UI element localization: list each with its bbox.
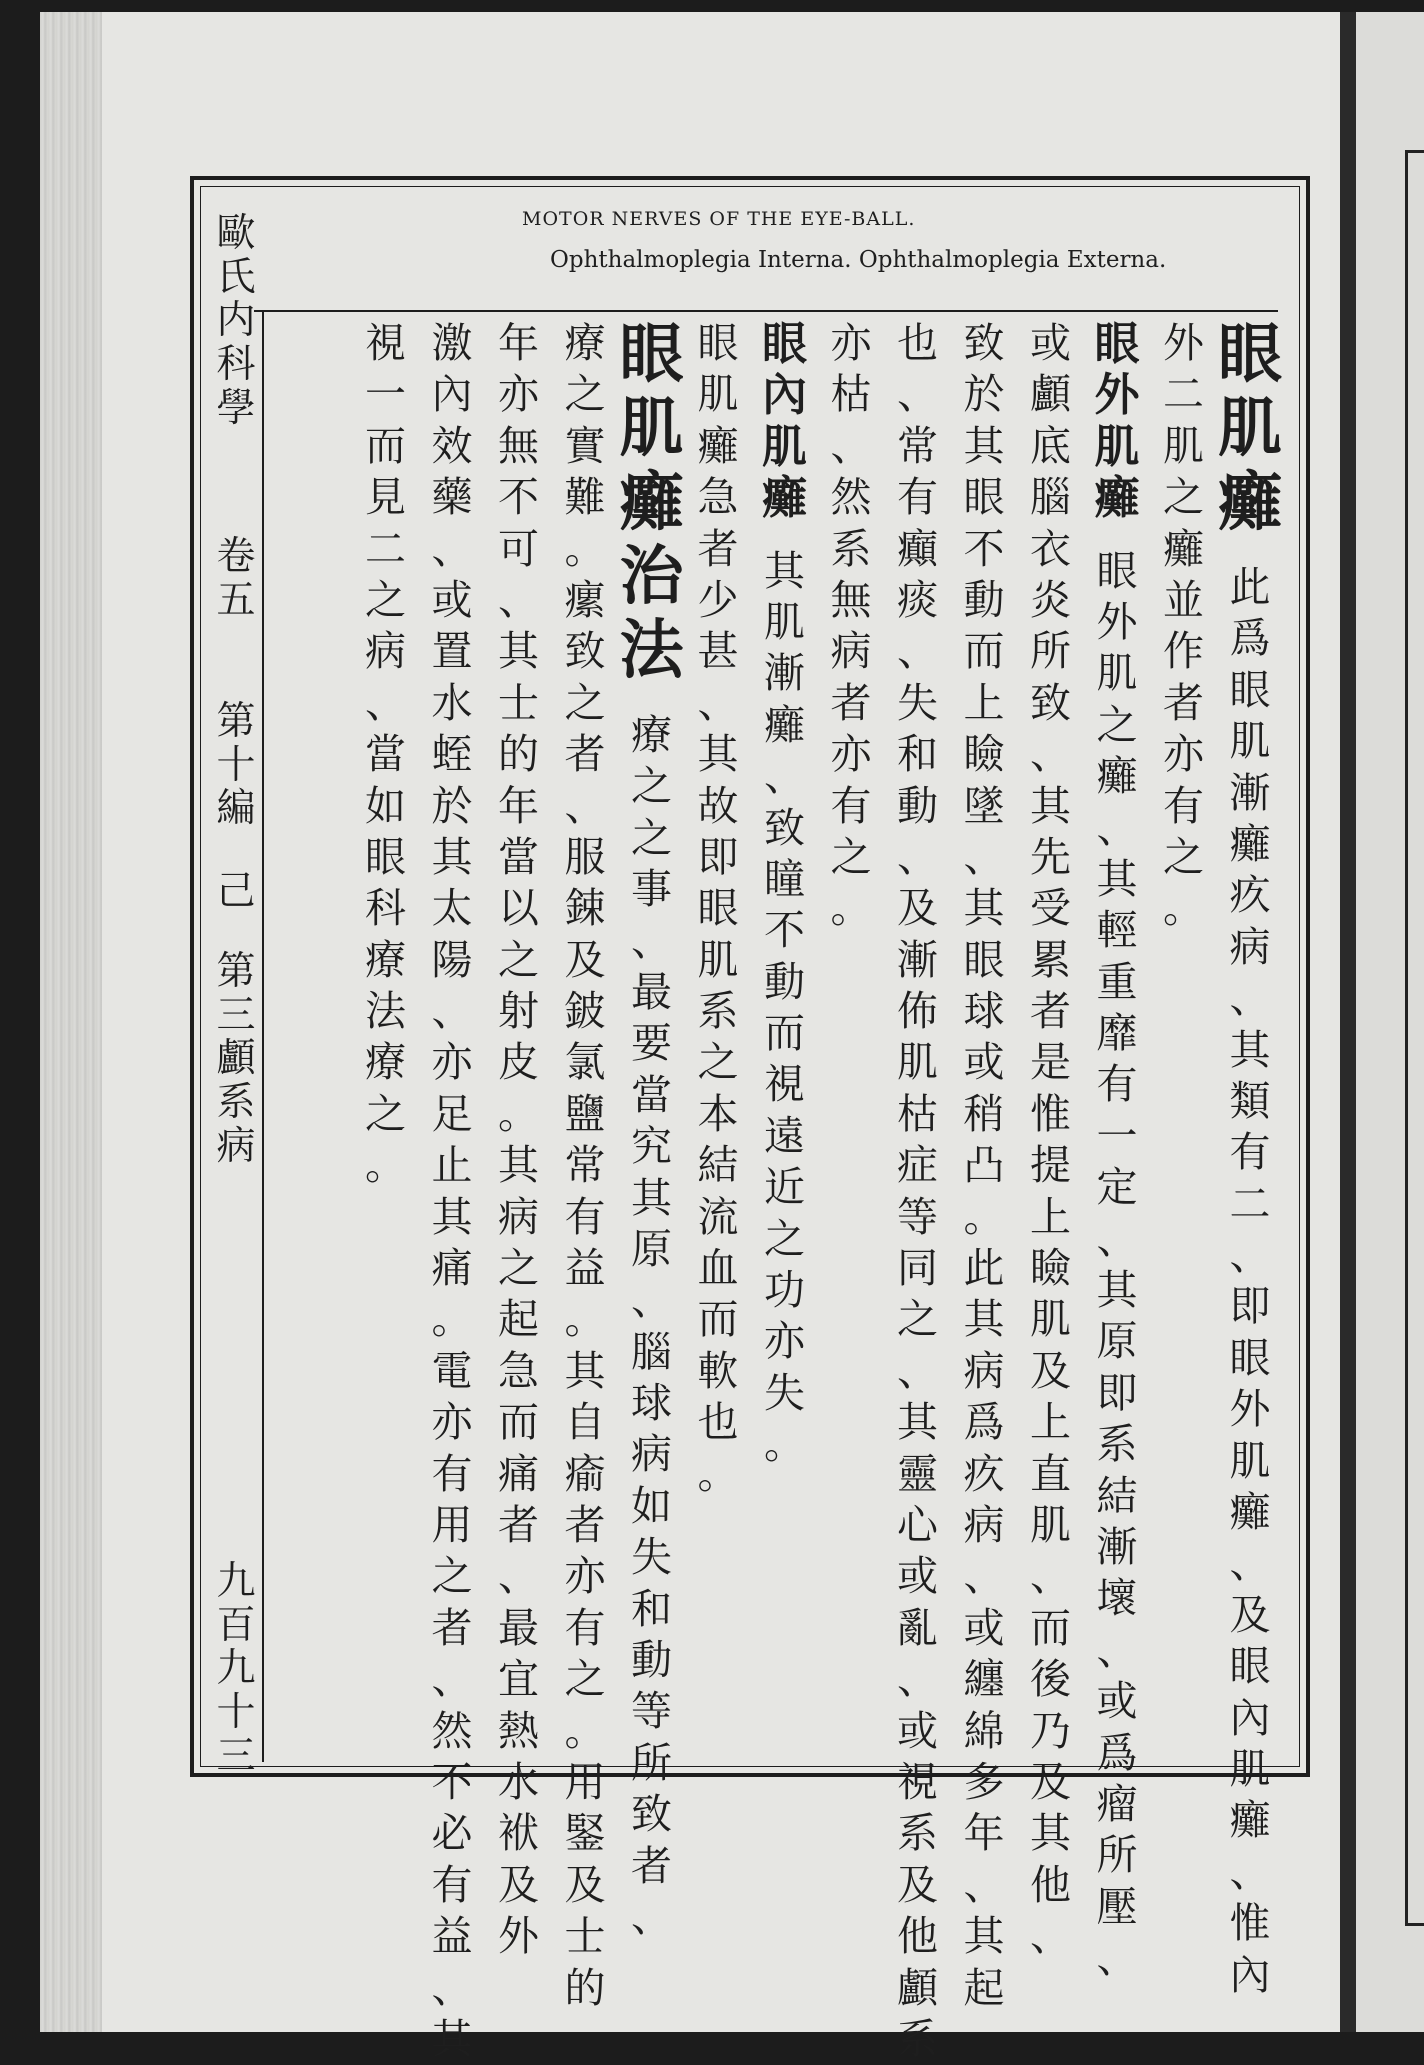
text-column bbox=[422, 318, 482, 2065]
column-text: 激 內 效 藥 、 或 置 水 蛭 於 其 太 陽 、 亦 足 止 其 痛 。 電 亦 有 用 之 者 、 然 不 必 有 益 、 其 bbox=[431, 319, 473, 2063]
column-text: 療 之 實 難 。 瘰 致 之 者 、 服 鋉 及 鈹 氯 鹽 常 有 益 。 其 自 瘉 者 亦 有 之 。 用 鋻 及 士 的 bbox=[564, 319, 606, 2012]
column-text: 亦 枯 、 然 系 無 病 者 亦 有 之 。 bbox=[830, 319, 872, 933]
section-heading: 眼 肌 癱 治 法 bbox=[619, 317, 684, 688]
page-number: 九 百 九 十 三 bbox=[216, 1559, 256, 1779]
section-heading: 眼 肌 癱 bbox=[1218, 317, 1282, 540]
header-rule bbox=[254, 310, 1278, 312]
column-text: 也 、 常 有 癲 痰 、 失 和 動 、 及 漸 佈 肌 枯 症 等 同 之 、 其 靈 心 或 亂 、 或 視 系 及 他 顱 系 bbox=[897, 319, 938, 2063]
text-column bbox=[356, 318, 416, 1192]
column-text: 眼 外 肌 之 癱 、 其 輕 重 靡 有 一 定 、 其 原 即 系 結 漸 壞 、 或 爲 瘤 所 壓 、 bbox=[1096, 546, 1138, 1983]
text-column bbox=[1220, 318, 1280, 2001]
text-column bbox=[1021, 318, 1081, 1963]
column-text: 致 於 其 眼 不 動 而 上 瞼 墜 、 其 眼 球 或 稍 凸 。 此 其 病 爲 疚 病 、 或 纏 綿 多 年 、 其 起 bbox=[963, 319, 1005, 2012]
text-column bbox=[1154, 318, 1214, 935]
text-column bbox=[954, 318, 1014, 2014]
column-text: 眼 肌 癱 急 者 少 甚 、 其 故 即 眼 肌 系 之 本 結 流 血 而 軟 也 。 bbox=[697, 319, 739, 1498]
margin-section: 第 十 編 bbox=[216, 699, 256, 832]
column-text: 年 亦 無 不 可 、 其 士 的 年 當 以 之 射 皮 。 其 病 之 起 急 而 痛 者 、 最 宜 熱 水 袱 及 外 bbox=[498, 319, 539, 1961]
margin-chapter: 第 三 顱 系 病 bbox=[216, 949, 256, 1169]
margin-volume: 卷 五 bbox=[216, 534, 256, 623]
text-column bbox=[619, 317, 684, 1943]
subsection-heading: 眼 外 肌 癱 bbox=[1094, 317, 1140, 525]
column-text: 視 一 而 見 二 之 病 、 當 如 眼 科 療 法 療 之 。 bbox=[365, 319, 406, 1190]
text-column bbox=[688, 318, 748, 1500]
margin-book-title: 歐 氏 内 科 學 bbox=[216, 211, 256, 431]
text-column bbox=[1087, 318, 1147, 1985]
running-title: MOTOR NERVES OF THE EYE-BALL. bbox=[522, 208, 916, 230]
text-column bbox=[555, 318, 615, 2014]
book-spine bbox=[1340, 12, 1356, 2032]
column-text: 此 爲 眼 肌 漸 癱 疚 病 、 其 類 有 二 、 即 眼 外 肌 癱 、 及 眼 內 肌 癱 、 惟 內 bbox=[1229, 563, 1271, 1999]
page-stack-edge bbox=[40, 12, 102, 2032]
margin-label: 己 bbox=[216, 869, 256, 914]
facing-page-frame bbox=[1405, 150, 1424, 1926]
running-subtitle: Ophthalmoplegia Interna. Ophthalmoplegia Externa. bbox=[550, 247, 1167, 273]
column-text: 或 顱 底 腦 衣 炎 所 致 、 其 先 受 累 者 是 惟 提 上 瞼 肌 及 上 直 肌 、 而 後 乃 及 其 他 、 bbox=[1030, 319, 1071, 1961]
text-column bbox=[821, 318, 881, 935]
text-column bbox=[888, 318, 948, 2065]
text-column bbox=[755, 318, 815, 1471]
column-text: 療 之 之 事 、 最 要 當 究 其 原 、 腦 球 病 如 失 和 動 等 所 致 者 、 bbox=[631, 711, 672, 1941]
column-text: 外 二 肌 之 癱 並 作 者 亦 有 之 。 bbox=[1163, 319, 1204, 933]
text-column bbox=[489, 318, 549, 1963]
column-text: 其 肌 漸 癱 、 致 瞳 不 動 而 視 遠 近 之 功 亦 失 。 bbox=[764, 546, 805, 1469]
subsection-heading: 眼 內 肌 癱 bbox=[761, 317, 807, 525]
